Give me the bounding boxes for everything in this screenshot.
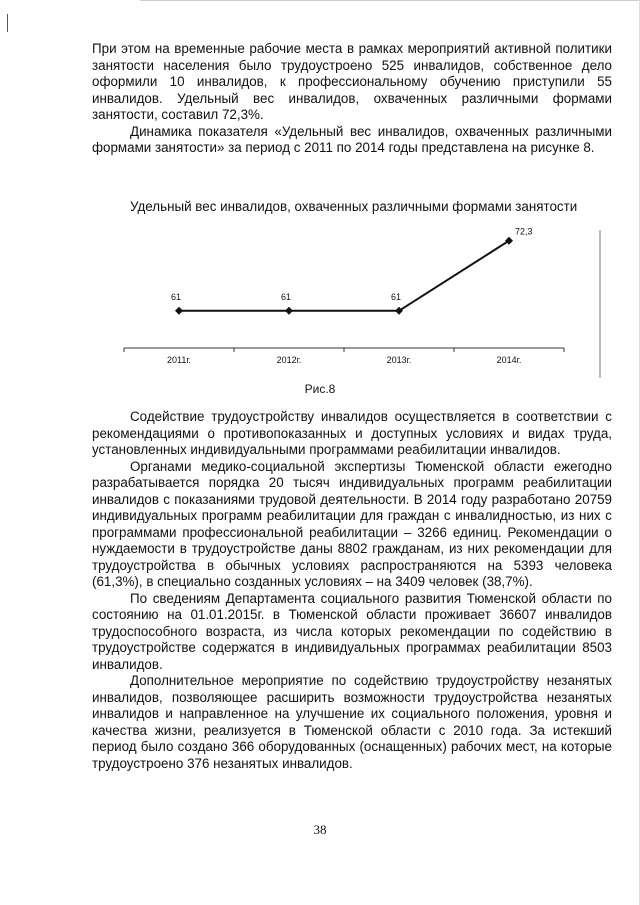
scan-edge-top xyxy=(140,0,640,1)
data-label: 61 xyxy=(390,291,402,302)
text-block-bottom xyxy=(92,409,612,772)
line-chart xyxy=(118,222,610,378)
x-tick-label: 2013г. xyxy=(386,355,412,365)
data-point xyxy=(285,307,293,315)
figure-caption: Рис.8 xyxy=(304,382,336,396)
data-label: 61 xyxy=(170,291,182,302)
series-line xyxy=(179,241,509,311)
paragraph: Динамика показателя «Удельный вес инвалидов, охваченных различными формами занятости» за период с 2011 по 2014 годы представлена на рисунке 8. xyxy=(92,123,612,155)
text-block-top xyxy=(92,41,612,157)
x-tick-label: 2011г. xyxy=(166,355,192,365)
data-label: 61 xyxy=(280,291,292,302)
scan-edge-mark xyxy=(7,14,8,32)
chart-title: Удельный вес инвалидов, охваченных различными формами занятости xyxy=(130,199,578,214)
data-label: 72,3 xyxy=(515,226,533,237)
page-number: 38 xyxy=(313,822,327,837)
x-tick-label: 2014г. xyxy=(496,355,522,365)
paragraph: По сведениям Департамента социального развития Тюменской области по состоянию на 01.01.2015г. в Тюменской области проживает 36607 инвалидов трудоспособного возраста, из числа которых рекомендации по содействию в трудоустройстве содержатся в индивидуальных программах реабилитации 8503 инвалидов. xyxy=(92,590,612,672)
paragraph: Содействие трудоустройству инвалидов осуществляется в соответствии с рекомендациями о противопоказанных и доступных условиях и видах труда, установленных индивидуальными программами реабилитации инвалидов. xyxy=(92,409,612,457)
paragraph: Дополнительное мероприятие по содействию трудоустройству незанятых инвалидов, позволяющее расширить возможности трудоустройства незанятых инвалидов и направленное на улучшение их социального положения, уровня и качества жизни, реализуется в Тюменской области с 2010 года. За истекший период было создано 366 оборудованных (оснащенных) рабочих мест, на которые трудоустроено 376 незанятых инвалидов. xyxy=(92,673,612,771)
paragraph: Органами медико-социальной экспертизы Тюменской области ежегодно разрабатывается порядка 20 тысяч индивидуальных программ реабилитации инвалидов с показаниями трудовой деятельности. В 2014 году разработано 20759 индивидуальных программ реабилитации для граждан с инвалидностью, из них с программами профессиональной реабилитации – 3266 единиц. Рекомендации о нуждаемости в трудоустройстве даны 8802 гражданам, из них рекомендации для трудоустройства в обычных условиях распространяются на 5393 человека (61,3%), в специально созданных условиях – на 3409 человек (38,7%). xyxy=(92,458,612,589)
x-tick-label: 2012г. xyxy=(276,355,302,365)
data-point xyxy=(175,307,183,315)
paragraph: При этом на временные рабочие места в рамках мероприятий активной политики занятости населения было трудоустроено 525 инвалидов, собственное дело оформили 10 инвалидов, к профессиональному обучению приступили 55 инвалидов. Удельный вес инвалидов, охваченных различными формами занятости, составил 72,3%. xyxy=(92,41,612,122)
